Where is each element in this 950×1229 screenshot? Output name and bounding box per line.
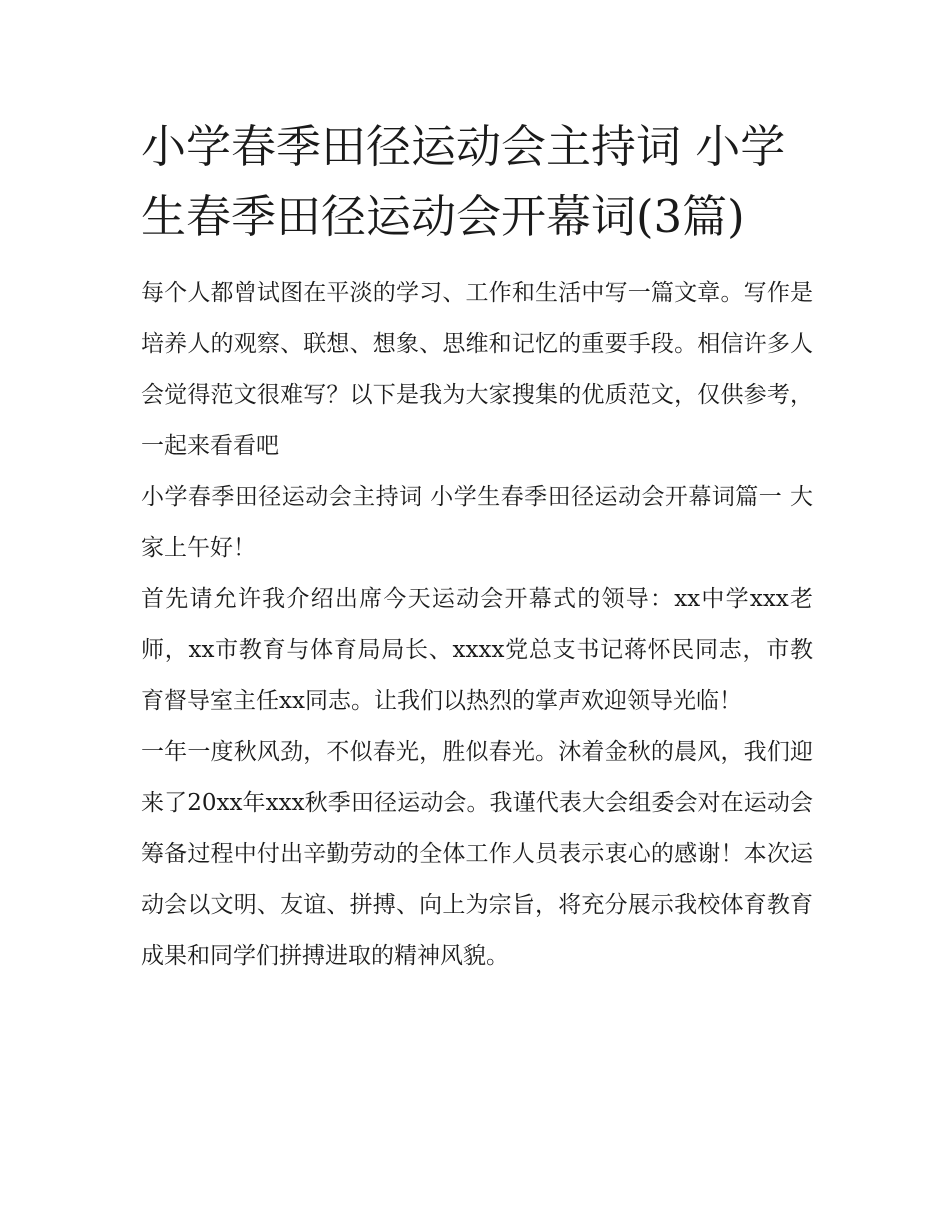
paragraph-intro: 每个人都曾试图在平淡的学习、工作和生活中写一篇文章。写作是培养人的观察、联想、想象、思维和记忆的重要手段。相信许多人会觉得范文很难写？以下是我为大家搜集的优质范文，仅供参考，一起来看看吧 xyxy=(141,280,813,459)
paragraph-leaders: 首先请允许我介绍出席今天运动会开幕式的领导：xx中学xxx老师，xx市教育与体育局局长、xxxx党总支书记蒋怀民同志，市教育督导室主任xx同志。让我们以热烈的掌声欢迎领导光临！ xyxy=(141,586,813,714)
document-page xyxy=(141,112,813,982)
document-title: 小学春季田径运动会主持词 小学生春季田径运动会开幕词(3篇) xyxy=(141,120,786,243)
paragraph-opening: 一年一度秋风劲，不似春光，胜似春光。沐着金秋的晨风，我们迎来了20xx年xxx秋季田径运动会。我谨代表大会组委会对在运动会筹备过程中付出辛勤劳动的全体工作人员表示衷心的感谢！本次运动会以文明、友谊、拼搏、向上为宗旨，将充分展示我校体育教育成果和同学们拼搏进取的精神风貌。 xyxy=(141,739,813,969)
document-body xyxy=(141,268,813,982)
paragraph-section-heading: 小学春季田径运动会主持词 小学生春季田径运动会开幕词篇一 大家上午好！ xyxy=(141,484,813,561)
